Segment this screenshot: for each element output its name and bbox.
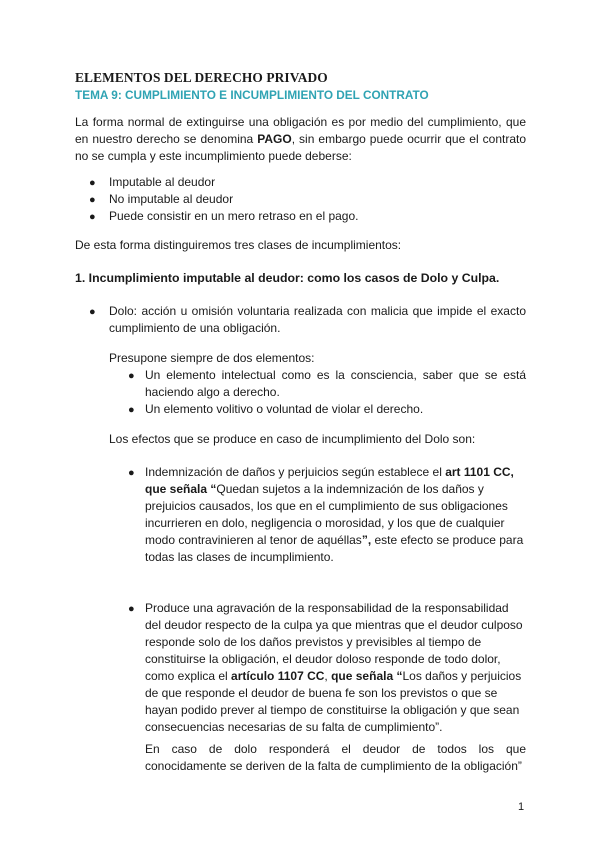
bullet-icon: ● (89, 177, 96, 189)
effect-1-line-4: incurrieren en dolo, negligencia o morosidad, y los que de cualquier (145, 516, 505, 530)
art-1101-reference: art 1101 CC, (445, 465, 514, 479)
section-1-heading: 1. Incumplimiento imputable al deudor: como los casos de Dolo y Culpa. (75, 271, 500, 285)
effect-2-line-5: como explica el artículo 1107 CC, que señala “Los daños y perjuicios (145, 669, 522, 683)
intro-line-2: en nuestro derecho se denomina PAGO, sin embargo puede ocurrir que el contrato (75, 132, 526, 146)
bullet-icon: ● (89, 211, 96, 223)
element-1-line-1: Un elemento intelectual como es la consciencia, saber que se está (145, 368, 526, 382)
presupone-text: Presupone siempre de dos elementos: (109, 351, 315, 365)
effect-2-line-8: consecuencias necesarias de su falta de cumplimiento”. (145, 720, 443, 734)
bullet-icon: ● (128, 370, 135, 382)
page-title: ELEMENTOS DEL DERECHO PRIVADO (75, 70, 328, 85)
effect-1-line-3: prejuicios causados, los que en el cumplimiento de sus obligaciones (145, 499, 508, 513)
effect-1-line-2: que señala “Quedan sujetos a la indemnización de los daños y (145, 482, 484, 496)
page-subtitle: TEMA 9: CUMPLIMIENTO E INCUMPLIMIENTO DEL CONTRATO (75, 88, 429, 102)
element-1-line-2: haciendo algo a derecho. (145, 385, 280, 399)
bullet-icon: ● (89, 194, 96, 206)
intro-line-1: La forma normal de extinguirse una obligación es por medio del cumplimiento, que (75, 115, 526, 129)
effect-1-line-5: modo contravinieren al tenor de aquéllas”, este efecto se produce para (145, 533, 524, 547)
effect-2-line-7: hayan podido prever al tiempo de constituirse la obligación y que sean (145, 703, 520, 717)
list-item: Imputable al deudor (109, 175, 216, 189)
effect-2-line-6: de que responde el deudor de buena fe son los previstos o que se (145, 686, 498, 700)
element-2: Un elemento volitivo o voluntad de violar el derecho. (145, 402, 424, 416)
effect-1-line-1: Indemnización de daños y perjuicios según establece el art 1101 CC, (145, 465, 514, 479)
effect-2-line-9: En caso de dolo responderá el deudor de todos los que (145, 742, 526, 756)
art-1107-reference: artículo 1107 CC (231, 669, 325, 683)
bullet-icon: ● (89, 306, 96, 318)
efectos-text: Los efectos que se produce en caso de incumplimiento del Dolo son: (109, 432, 476, 446)
three-kinds-text: De esta forma distinguiremos tres clases de incumplimientos: (75, 238, 402, 252)
effect-2-line-2: del deudor respecto de la culpa ya que mientras que el deudor culposo (145, 618, 523, 632)
effect-2-line-4: constituirse la obligación, el deudor doloso responde de todo dolor, (145, 652, 501, 666)
effect-2-line-3: responde solo de los daños previstos y previsibles al tiempo de (145, 635, 482, 649)
page-number: 1 (518, 801, 525, 813)
bullet-icon: ● (128, 603, 135, 615)
dolo-line-2: cumplimiento de una obligación. (109, 321, 281, 335)
bullet-icon: ● (128, 404, 135, 416)
effect-2-line-1: Produce una agravación de la responsabilidad de la responsabilidad (145, 601, 509, 615)
dolo-line-1: Dolo: acción u omisión voluntaria realizada con malicia que impide el exacto (109, 304, 526, 318)
list-item: Puede consistir en un mero retraso en el pago. (109, 209, 359, 223)
list-item: No imputable al deudor (109, 192, 234, 206)
effect-1-line-6: todas las clases de incumplimiento. (145, 550, 334, 564)
pago-term: PAGO (257, 132, 292, 146)
intro-line-3: no se cumpla y este incumplimiento puede deberse: (75, 149, 352, 163)
effect-2-line-10: conocidamente se deriven de la falta de cumplimiento de la obligación” (145, 759, 522, 773)
bullet-icon: ● (128, 467, 135, 479)
